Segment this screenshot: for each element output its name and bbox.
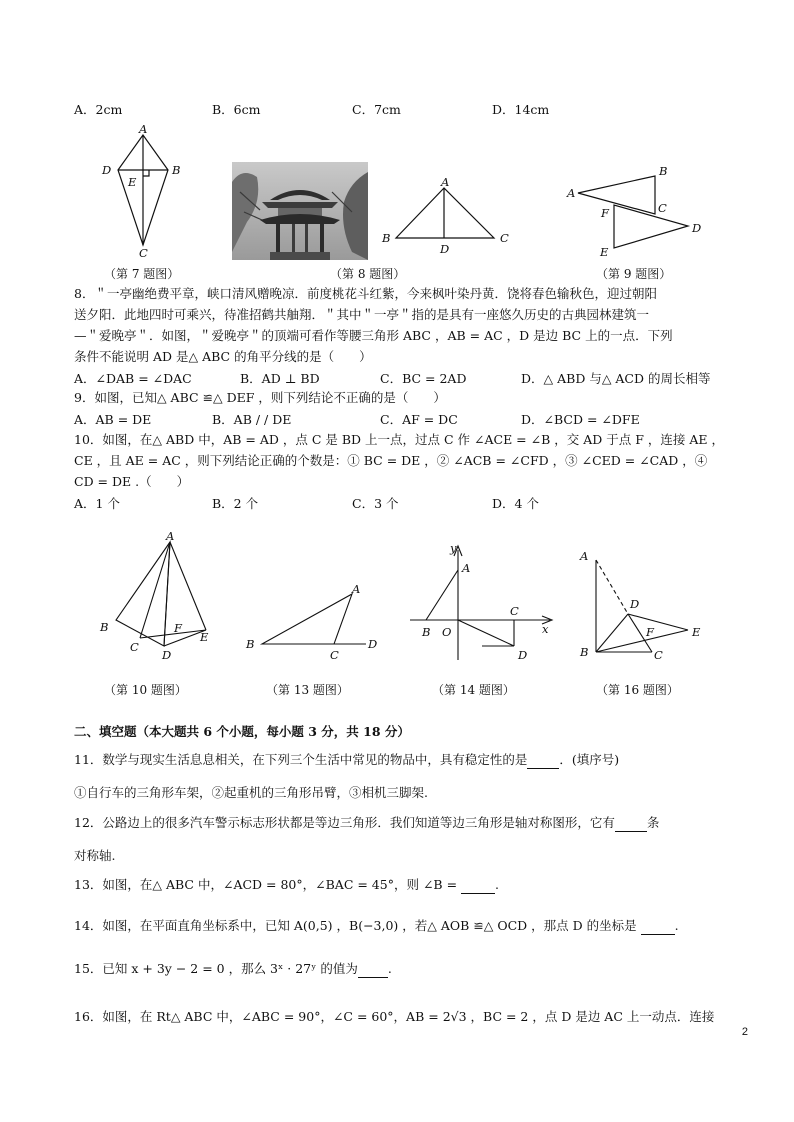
fig13-label-D: D	[368, 637, 378, 651]
fig16-label-E: E	[692, 625, 701, 639]
q11-text-post: ．(填序号)	[559, 752, 620, 767]
fig10-label-F: F	[174, 621, 182, 635]
q11-answer-blank[interactable]	[527, 754, 559, 769]
q9-option-a: A．AB = DE	[74, 412, 152, 427]
fig13-label-B: B	[246, 637, 255, 651]
fig8-caption: （第 8 题图）	[330, 267, 406, 281]
q7-option-d: D．14cm	[492, 102, 550, 117]
q9-option-c: C．AF = DC	[380, 412, 458, 427]
fig16-label-C: C	[654, 648, 663, 662]
q10-option-a: A．1 个	[74, 496, 120, 511]
q12-line-2: 对称轴.	[74, 848, 116, 863]
fig14-label-y: y	[450, 541, 457, 555]
q10-line-3: CD = DE .（ ）	[74, 474, 190, 489]
q8-option-c: C．BC = 2AD	[380, 371, 467, 386]
fig14-label-A: A	[462, 561, 471, 575]
fig10-caption: （第 10 题图）	[104, 683, 187, 697]
q12-text-pre: 12．公路边上的很多汽车警示标志形状都是等边三角形．我们知道等边三角形是轴对称图形，它有	[74, 815, 615, 830]
fig7-caption: （第 7 题图）	[104, 267, 180, 281]
q9-line-1: 9．如图，已知△ ABC ≌△ DEF ，则下列结论不正确的是（ ）	[74, 390, 446, 405]
fig10-label-C: C	[130, 640, 139, 654]
fig9-caption: （第 9 题图）	[596, 267, 672, 281]
fig9-label-B: B	[659, 164, 668, 178]
q14-text-post: .	[674, 918, 679, 933]
fig14-label-D: D	[518, 648, 528, 662]
q7-option-c: C．7cm	[352, 102, 401, 117]
fig7-label-D: D	[102, 163, 112, 177]
fig9-label-C: C	[658, 201, 667, 215]
q10-option-d: D．4 个	[492, 496, 539, 511]
fig16-label-B: B	[580, 645, 589, 659]
q8-option-a: A．∠DAB = ∠DAC	[74, 371, 192, 386]
q8-line-4: 条件不能说明 AD 是△ ABC 的角平分线的是（ ）	[74, 349, 372, 364]
fig14-label-C: C	[510, 604, 519, 618]
q11-line-1	[74, 751, 619, 769]
fig8-label-B: B	[382, 231, 391, 245]
q9-option-b: B．AB / / DE	[212, 412, 292, 427]
fig9-label-F: F	[601, 206, 609, 220]
q8-line-1: 8．＂一亭幽绝费平章，峡口清风赠晚凉．前度桃花斗红紫，今来枫叶染丹黄．饶将春色输秋色，迎过朝阳	[74, 286, 657, 301]
fig10-label-E: E	[200, 630, 209, 644]
q15-text-pre: 15．已知 x + 3y − 2 = 0 ，那么 3ˣ · 27ʸ 的值为	[74, 961, 358, 976]
fig14-label-x: x	[542, 622, 549, 636]
figure-10	[116, 542, 209, 646]
q8-line-3: —＂爱晚亭＂．如图，＂爱晚亭＂的顶端可看作等腰三角形 ABC ，AB = AC ，D 是边 BC 上的一点．下列	[74, 328, 673, 343]
q14-text-pre: 14．如图，在平面直角坐标系中，已知 A(0,5) ，B(−3,0) ，若△ AOB ≌△ OCD ，那点 D 的坐标是	[74, 918, 637, 933]
q11-text-pre: 11．数学与现实生活息息相关，在下列三个生活中常见的物品中，具有稳定性的是	[74, 752, 528, 767]
fig10-label-D: D	[162, 648, 172, 662]
q15-line	[74, 960, 392, 978]
fig14-label-O: O	[442, 625, 452, 639]
fig14-caption: （第 14 题图）	[432, 683, 515, 697]
fig16-label-A: A	[580, 549, 589, 563]
figure-14	[410, 546, 552, 660]
q10-line-2: CE ，且 AE = AC ，则下列结论正确的个数是：① BC = DE ，② ∠ACB = ∠CFD ，③ ∠CED = ∠CAD ，④	[74, 453, 708, 468]
fig10-label-B: B	[100, 620, 109, 634]
q8-option-b: B．AD ⊥ BD	[240, 371, 320, 386]
fig13-label-C: C	[330, 648, 339, 662]
q10-option-c: C．3 个	[352, 496, 399, 511]
fig8-label-D: D	[440, 242, 450, 256]
q9-option-d: D．∠BCD = ∠DFE	[521, 412, 640, 427]
q13-text-pre: 13．如图，在△ ABC 中，∠ACD = 80°，∠BAC = 45°，则 ∠B =	[74, 877, 458, 892]
q7-option-a: A．2cm	[74, 102, 123, 117]
q12-answer-blank[interactable]	[615, 817, 647, 832]
section-2-heading: 二、填空题（本大题共 6 个小题，每小题 3 分，共 18 分）	[74, 724, 410, 739]
q13-text-post: .	[495, 877, 500, 892]
fig16-label-F: F	[646, 625, 654, 639]
q12-text-post: 条	[646, 815, 660, 830]
fig10-label-A: A	[166, 529, 175, 543]
q7-option-b: B．6cm	[212, 102, 261, 117]
q15-text-post: .	[387, 961, 392, 976]
fig7-label-E: E	[128, 175, 137, 189]
q8-line-2: 送夕阳．此地四时可乘兴，待准招鹤共舳翔．＂其中＂一亭＂指的是具有一座悠久历史的古典园林建筑一	[74, 307, 650, 322]
q14-line	[74, 917, 679, 935]
figure-16	[596, 560, 688, 652]
fig13-label-A: A	[352, 582, 361, 596]
fig8-label-A: A	[441, 175, 450, 189]
q10-option-b: B．2 个	[212, 496, 259, 511]
fig16-label-D: D	[630, 597, 640, 611]
q8-option-d: D．△ ABD 与△ ACD 的周长相等	[521, 371, 711, 386]
q10-line-1: 10．如图，在△ ABD 中，AB = AD ，点 C 是 BD 上一点，过点 C 作 ∠ACE = ∠B ，交 AD 于点 F ，连接 AE ，	[74, 432, 724, 447]
fig9-label-A: A	[567, 186, 576, 200]
q11-line-2: ①自行车的三角形车架，②起重机的三角形吊臂，③相机三脚架.	[74, 785, 428, 800]
fig7-label-A: A	[139, 122, 148, 136]
fig7-label-B: B	[172, 163, 181, 177]
q15-answer-blank[interactable]	[358, 963, 388, 978]
fig13-caption: （第 13 题图）	[266, 683, 349, 697]
figure-13	[262, 594, 366, 644]
figure-8-pavilion-photo	[232, 162, 368, 260]
q13-answer-blank[interactable]	[461, 879, 495, 894]
fig8-label-C: C	[500, 231, 509, 245]
fig9-label-D: D	[692, 221, 702, 235]
q14-answer-blank[interactable]	[641, 920, 675, 935]
fig16-caption: （第 16 题图）	[596, 683, 679, 697]
q12-line-1	[74, 814, 659, 832]
page-number: 2	[741, 1026, 748, 1038]
q13-line	[74, 876, 499, 894]
fig9-label-E: E	[600, 245, 609, 259]
fig7-label-C: C	[139, 246, 148, 260]
q16-line-1: 16．如图，在 Rt△ ABC 中，∠ABC = 90°，∠C = 60°，AB = 2√3 ，BC = 2 ，点 D 是边 AC 上一动点．连接	[74, 1009, 715, 1024]
fig14-label-B: B	[422, 625, 431, 639]
